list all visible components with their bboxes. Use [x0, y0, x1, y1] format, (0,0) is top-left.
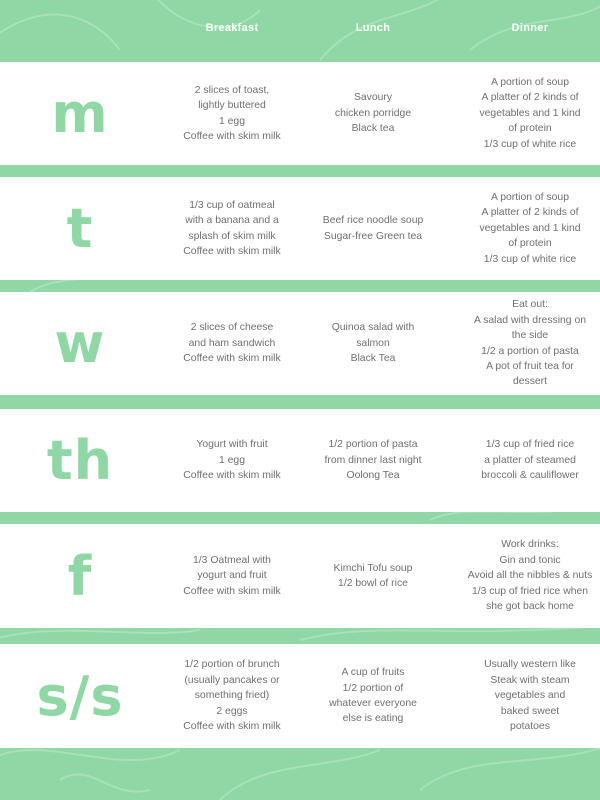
day-label: th — [46, 429, 114, 492]
breakfast-column-header: Breakfast — [205, 22, 259, 34]
dinner-line: the side — [511, 330, 549, 342]
lunch-line: Quinoa salad with — [331, 322, 415, 334]
dinner-line: vegetables and — [494, 690, 566, 702]
lunch-line: from dinner last night — [324, 454, 422, 466]
dinner-line: potatoes — [510, 721, 550, 733]
dinner-line: dessert — [512, 376, 548, 388]
dinner-line: a platter of steamed — [484, 454, 576, 466]
breakfast-line: 2 slices of toast, — [194, 84, 270, 96]
lunch-line: A cup of fruits — [341, 667, 405, 679]
breakfast-cell — [157, 409, 307, 512]
breakfast-cell — [157, 644, 307, 748]
dinner-line: she got back home — [486, 601, 574, 613]
dinner-line: of protein — [508, 238, 552, 250]
dinner-line: A portion of soup — [490, 76, 569, 88]
lunch-line: Oolong Tea — [346, 470, 400, 482]
dinner-cell — [455, 62, 600, 165]
lunch-line: Black tea — [351, 123, 395, 135]
breakfast-line: lightly buttered — [198, 100, 266, 112]
day-label: m — [51, 82, 109, 145]
dinner-line: Eat out: — [512, 299, 548, 311]
breakfast-line: splash of skim milk — [188, 230, 276, 242]
lunch-cell — [298, 644, 448, 748]
lunch-column-header: Lunch — [355, 22, 391, 34]
dinner-cell — [455, 644, 600, 748]
breakfast-line: Coffee with skim milk — [183, 245, 281, 257]
lunch-line: 1/2 portion of — [342, 682, 404, 694]
breakfast-cell — [157, 62, 307, 165]
lunch-line: Beef rice noodle soup — [322, 215, 424, 227]
lunch-line: Sugar-free Green tea — [323, 230, 423, 242]
dinner-line: A salad with dressing on — [473, 314, 587, 326]
lunch-line: Black Tea — [350, 353, 396, 365]
breakfast-cell — [157, 524, 307, 628]
lunch-cell — [298, 524, 448, 628]
lunch-cell — [298, 177, 448, 280]
breakfast-cell — [157, 177, 307, 280]
lunch-line: else is eating — [342, 713, 404, 725]
breakfast-line: 1/3 cup of oatmeal — [189, 199, 275, 211]
day-label: w — [54, 312, 106, 375]
dinner-cell — [455, 177, 600, 280]
breakfast-line: 1 egg — [218, 454, 245, 466]
dinner-line: broccoli & cauliflower — [481, 470, 579, 482]
breakfast-line: something fried) — [194, 690, 270, 702]
dinner-line: vegetables and 1 kind — [479, 222, 581, 234]
lunch-line: Savoury — [353, 92, 393, 104]
lunch-line: chicken porridge — [334, 107, 412, 119]
breakfast-line: with a banana and a — [185, 215, 279, 227]
day-row — [0, 177, 600, 280]
dinner-line: 1/3 cup of fried rice when — [471, 585, 589, 597]
day-label: s/s — [36, 664, 124, 728]
breakfast-cell — [157, 292, 307, 395]
dinner-line: Usually western like — [484, 659, 576, 671]
breakfast-line: 1/3 Oatmeal with — [193, 554, 271, 566]
breakfast-line: Yogurt with fruit — [196, 439, 268, 451]
breakfast-line: Coffee with skim milk — [183, 130, 281, 142]
day-label: t — [66, 197, 94, 260]
breakfast-line: 1/2 portion of brunch — [184, 659, 280, 671]
dinner-line: Steak with steam — [490, 674, 570, 686]
lunch-line: whatever everyone — [329, 698, 417, 709]
dinner-line: A platter of 2 kinds of — [481, 92, 579, 104]
breakfast-line: Coffee with skim milk — [183, 353, 281, 365]
day-row — [0, 62, 600, 165]
day-row — [0, 292, 600, 395]
dinner-cell — [455, 292, 600, 395]
dinner-line: 1/3 cup of white rice — [483, 138, 577, 150]
breakfast-line: yogurt and fruit — [197, 570, 267, 582]
day-label: f — [67, 544, 93, 608]
dinner-cell — [455, 409, 600, 512]
lunch-cell — [298, 292, 448, 395]
dinner-line: Avoid all the nibbles & nuts — [467, 570, 593, 582]
dinner-column-header: Dinner — [511, 22, 549, 34]
lunch-cell — [298, 62, 448, 165]
breakfast-line: 2 slices of cheese — [190, 322, 274, 334]
dinner-line: 1/2 a portion of pasta — [481, 345, 579, 357]
dinner-line: baked sweet — [500, 705, 560, 717]
dinner-line: Work drinks: — [501, 539, 559, 551]
lunch-line: salmon — [356, 337, 390, 349]
breakfast-line: 1 egg — [218, 115, 245, 127]
lunch-line: 1/2 bowl of rice — [338, 578, 408, 589]
dinner-line: A pot of fruit tea for — [486, 360, 574, 372]
column-header-row — [0, 22, 600, 46]
breakfast-line: (usually pancakes or — [184, 674, 280, 686]
day-row — [0, 409, 600, 512]
dinner-line: Gin and tonic — [499, 554, 561, 566]
dinner-line: A platter of 2 kinds of — [481, 207, 579, 219]
lunch-line: 1/2 portion of pasta — [328, 439, 418, 451]
breakfast-line: Coffee with skim milk — [183, 585, 281, 597]
breakfast-line: 2 eggs — [216, 705, 248, 717]
dinner-line: 1/3 cup of white rice — [483, 253, 577, 265]
dinner-line: A portion of soup — [490, 191, 569, 203]
dinner-line: vegetables and 1 kind — [479, 107, 581, 119]
breakfast-line: Coffee with skim milk — [183, 721, 281, 733]
lunch-cell — [298, 409, 448, 512]
breakfast-line: Coffee with skim milk — [183, 470, 281, 482]
breakfast-line: and ham sandwich — [188, 337, 276, 349]
dinner-line: 1/3 cup of fried rice — [485, 439, 575, 451]
day-row — [0, 644, 600, 748]
lunch-line: Kimchi Tofu soup — [333, 562, 413, 574]
dinner-line: of protein — [508, 123, 552, 135]
day-row — [0, 524, 600, 628]
dinner-cell — [455, 524, 600, 628]
